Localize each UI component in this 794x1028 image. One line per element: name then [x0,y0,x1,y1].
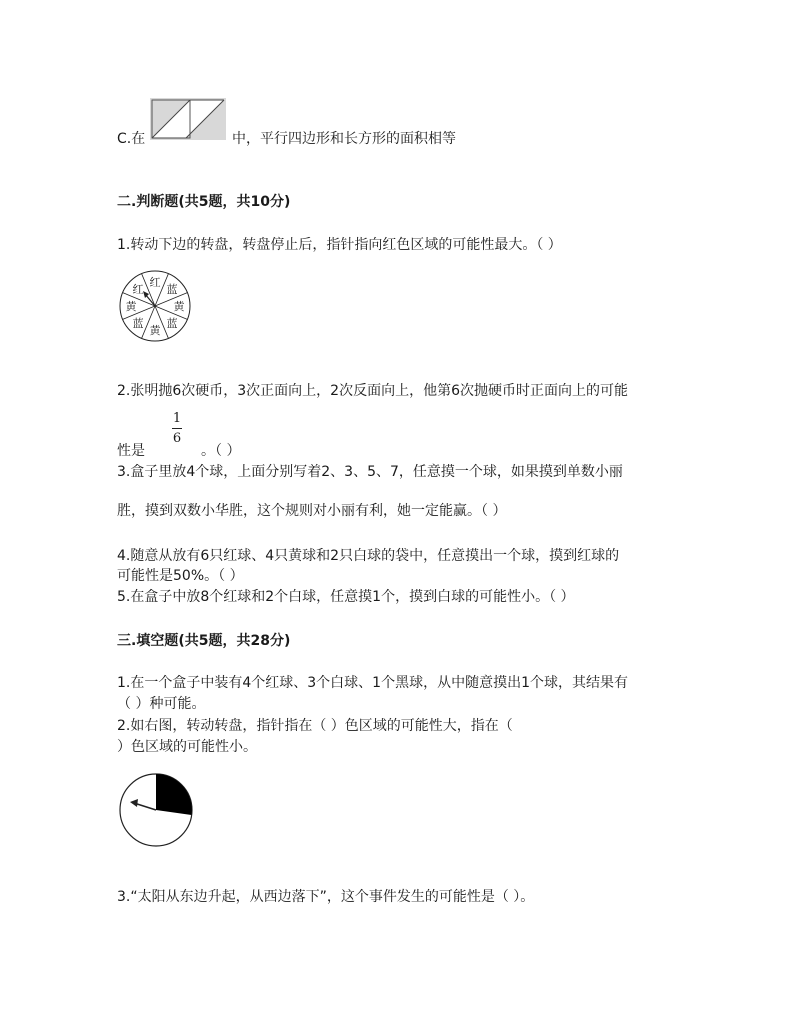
judge-q2-line1: 2.张明抛6次硬币，3次正面向上，2次反面向上，他第6次抛硬币时正面向上的可能 [117,383,628,399]
spinner-sector-label: 黄 [173,300,185,313]
judge-q4-line1: 4.随意从放有6只红球、4只黄球和2只白球的袋中，任意摸出一个球，摸到红球的 [117,548,620,564]
fill-q2-line2: ）色区域的可能性小。 [117,739,257,755]
color-spinner-wheel [114,268,196,344]
judge-q3-line2: 胜，摸到双数小华胜，这个规则对小丽有利，她一定能赢。（ ） [117,503,507,519]
judge-q4-line2: 可能性是50%。（ ） [117,568,244,584]
option-c-prefix: C.在 [117,131,146,147]
black-white-spinner [116,770,196,850]
judge-q2-prefix: 性是 [117,443,145,459]
spinner-sector-label: 红 [132,283,144,297]
spinner-sector-label: 黄 [125,300,137,313]
judge-q5: 5.在盒子中放8个红球和2个白球，任意摸1个，摸到白球的可能性小。（ ） [117,589,575,605]
spinner-sector-label: 蓝 [132,316,144,330]
spinner-sector-label: 红 [149,276,161,289]
fraction-denominator: 6 [172,431,182,446]
option-c-suffix: 中，平行四边形和长方形的面积相等 [232,131,456,147]
fill-q1-line2: （ ）种可能。 [117,696,206,712]
judge-q3-line1: 3.盒子里放4个球，上面分别写着2、3、5、7，任意摸一个球，如果摸到单数小丽 [117,464,623,480]
section-2-title: 二.判断题(共5题，共10分) [117,194,291,210]
section-3-title: 三.填空题(共5题，共28分) [117,633,291,649]
parallelogram-rectangle-figure [150,98,226,140]
fill-q2-line1: 2.如右图，转动转盘，指针指在（ ）色区域的可能性大，指在（ [117,718,513,734]
spinner-sector-label: 黄 [149,324,161,337]
fill-q3: 3.“太阳从东边升起，从西边落下”，这个事件发生的可能性是（ ）。 [117,889,535,905]
spinner-sector-label: 蓝 [166,316,178,330]
fraction-numerator: 1 [172,411,182,426]
judge-q1: 1.转动下边的转盘，转盘停止后，指针指向红色区域的可能性最大。（ ） [117,237,562,253]
spinner-sector-label: 蓝 [166,283,178,297]
judge-q2-suffix: 。（ ） [201,443,241,459]
fraction-bar [172,428,182,429]
fraction-one-sixth [170,412,184,445]
fill-q1-line1: 1.在一个盒子中装有4个红球、3个白球、1个黑球，从中随意摸出1个球，其结果有 [117,675,628,691]
